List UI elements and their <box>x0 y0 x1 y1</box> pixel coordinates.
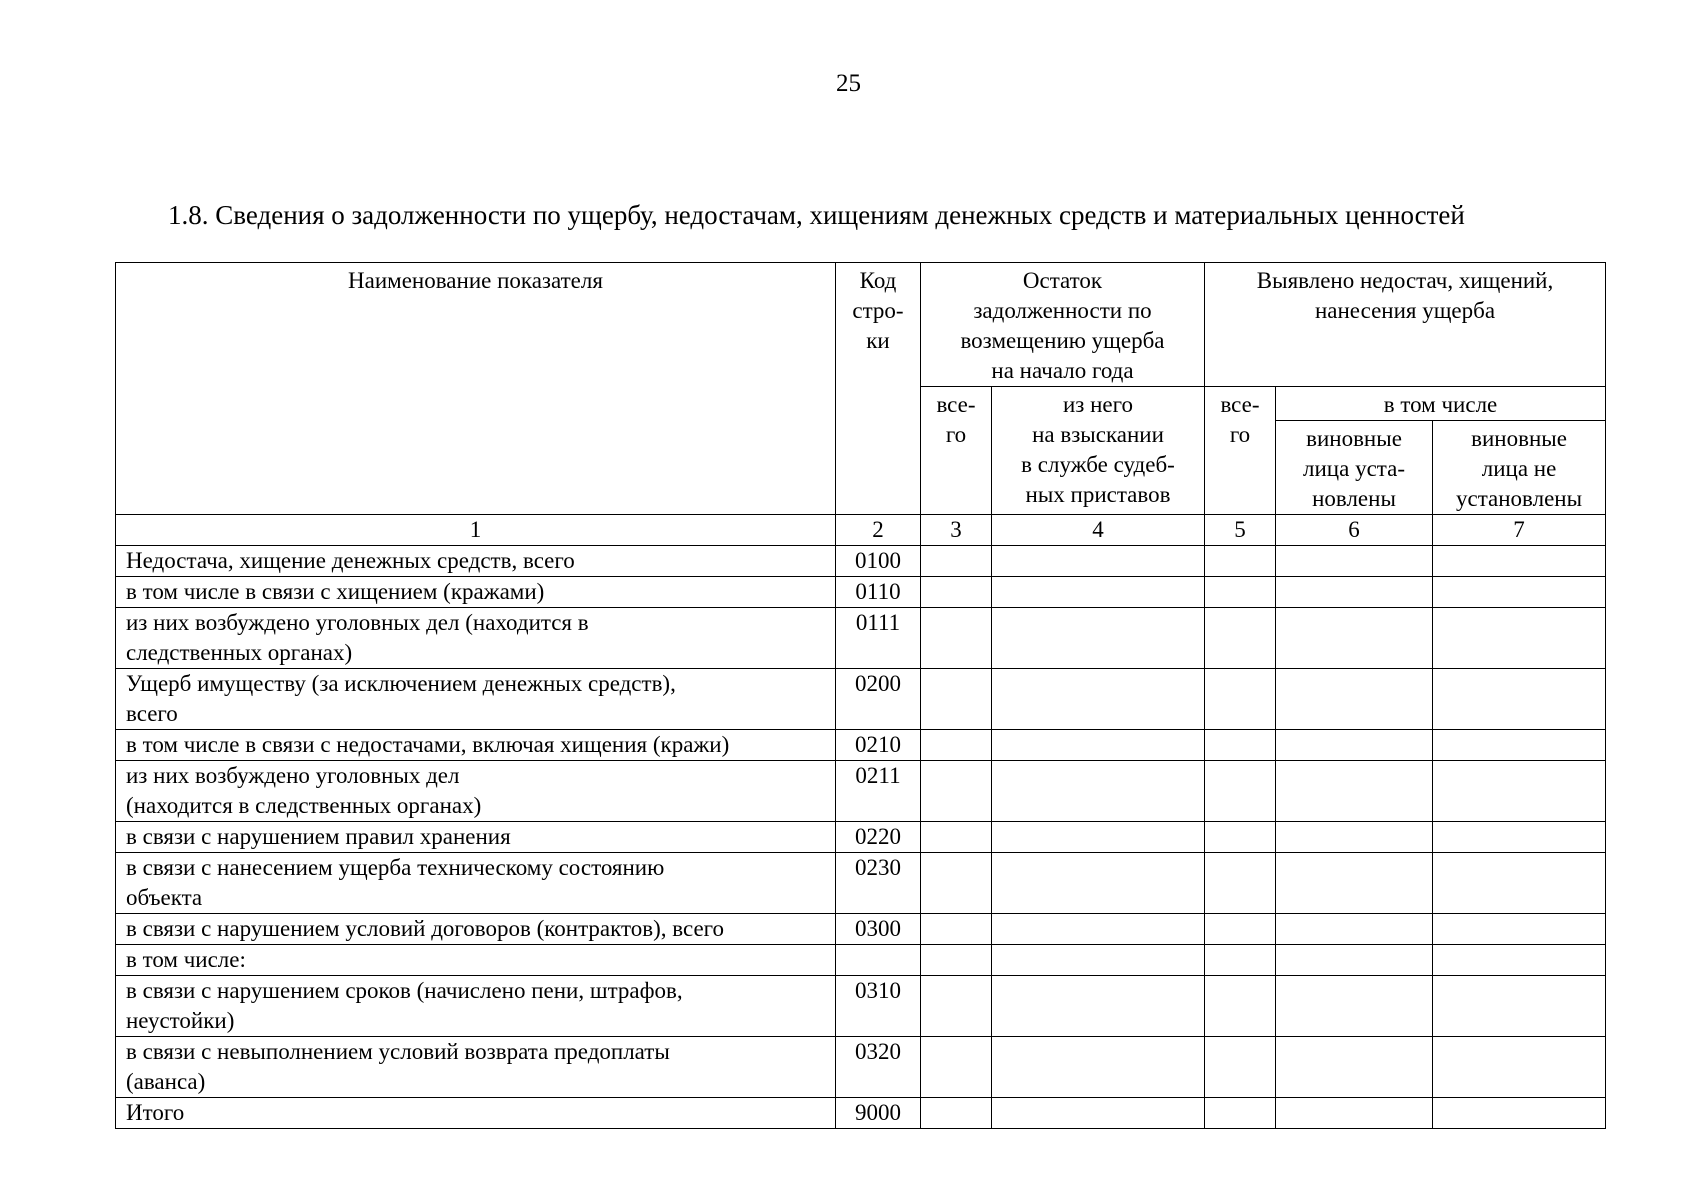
value-cell <box>1276 945 1433 976</box>
value-cell <box>1205 822 1276 853</box>
row-code <box>836 945 921 976</box>
value-cell <box>921 853 992 914</box>
column-number: 7 <box>1433 515 1606 546</box>
value-cell <box>1433 1037 1606 1098</box>
value-cell <box>992 914 1205 945</box>
value-cell <box>992 608 1205 669</box>
value-cell <box>1276 669 1433 730</box>
value-cell <box>1205 1037 1276 1098</box>
row-name <box>116 945 836 976</box>
header-balance: Остаток задолженности по возмещению ущерба на начало года <box>921 263 1205 387</box>
value-cell <box>992 730 1205 761</box>
debt-table <box>115 262 1606 1129</box>
value-cell <box>1433 976 1606 1037</box>
value-cell <box>1433 730 1606 761</box>
section-title: 1.8. Сведения о задолженности по ущербу, недостачам, хищениям денежных средств и материальных ценностей <box>168 200 1465 230</box>
header-including: в том числе <box>1276 387 1606 421</box>
value-cell <box>921 546 992 577</box>
header-name-text: Наименование показателя <box>348 268 603 293</box>
header-detected: Выявлено недостач, хищений, нанесения ущерба <box>1205 263 1606 387</box>
table-row <box>116 945 1606 976</box>
table-row <box>116 761 1606 822</box>
row-name <box>116 669 836 730</box>
value-cell <box>921 669 992 730</box>
value-cell <box>1205 976 1276 1037</box>
table-row <box>116 976 1606 1037</box>
value-cell <box>1205 608 1276 669</box>
header-total-a: все- го <box>921 387 992 515</box>
value-cell <box>992 669 1205 730</box>
row-name-line: Недостача, хищение денежных средств, всего <box>126 548 575 573</box>
row-name-line: в связи с нарушением сроков (начислено пени, штрафов, <box>126 978 683 1003</box>
value-cell <box>1205 730 1276 761</box>
value-cell <box>921 822 992 853</box>
row-name <box>116 608 836 669</box>
table-row <box>116 822 1606 853</box>
row-name-line: (аванса) <box>126 1069 206 1094</box>
table-row <box>116 1098 1606 1129</box>
row-name <box>116 761 836 822</box>
value-cell <box>921 1098 992 1129</box>
row-code: 0200 <box>836 669 921 730</box>
row-name-line: в том числе: <box>126 947 246 972</box>
table-row <box>116 914 1606 945</box>
column-number: 4 <box>992 515 1205 546</box>
header-established: виновные лица уста- новлены <box>1276 421 1433 515</box>
value-cell <box>1433 1098 1606 1129</box>
value-cell <box>992 1098 1205 1129</box>
column-number: 3 <box>921 515 992 546</box>
value-cell <box>1276 730 1433 761</box>
table-row <box>116 577 1606 608</box>
value-cell <box>921 577 992 608</box>
row-name-line: неустойки) <box>126 1008 235 1033</box>
value-cell <box>1205 577 1276 608</box>
page-number: 25 <box>836 70 861 97</box>
row-name <box>116 822 836 853</box>
table-row <box>116 669 1606 730</box>
value-cell <box>1276 761 1433 822</box>
column-number: 5 <box>1205 515 1276 546</box>
row-code: 0211 <box>836 761 921 822</box>
value-cell <box>1433 945 1606 976</box>
row-name <box>116 853 836 914</box>
row-name <box>116 546 836 577</box>
value-cell <box>921 1037 992 1098</box>
header-total-b: все- го <box>1205 387 1276 515</box>
table-row <box>116 608 1606 669</box>
value-cell <box>921 976 992 1037</box>
row-name-line: в связи с нарушением правил хранения <box>126 824 511 849</box>
row-code: 0111 <box>836 608 921 669</box>
row-name <box>116 914 836 945</box>
row-name-line: из них возбуждено уголовных дел <box>126 763 460 788</box>
value-cell <box>1205 1098 1276 1129</box>
value-cell <box>992 853 1205 914</box>
value-cell <box>1433 822 1606 853</box>
value-cell <box>1433 761 1606 822</box>
table-row <box>116 853 1606 914</box>
value-cell <box>1276 608 1433 669</box>
row-name-line: в связи с нарушением условий договоров (контрактов), всего <box>126 916 725 941</box>
value-cell <box>992 1037 1205 1098</box>
row-name-line: из них возбуждено уголовных дел (находится в <box>126 610 589 635</box>
row-name-line: Ущерб имуществу (за исключением денежных средств), <box>126 671 676 696</box>
value-cell <box>1433 608 1606 669</box>
value-cell <box>1205 853 1276 914</box>
value-cell <box>1433 914 1606 945</box>
value-cell <box>921 761 992 822</box>
value-cell <box>1433 853 1606 914</box>
header-not-established: виновные лица не установлены <box>1433 421 1606 515</box>
row-code: 0100 <box>836 546 921 577</box>
value-cell <box>921 945 992 976</box>
value-cell <box>1205 914 1276 945</box>
value-cell <box>1276 546 1433 577</box>
value-cell <box>992 577 1205 608</box>
row-code: 0320 <box>836 1037 921 1098</box>
value-cell <box>1276 976 1433 1037</box>
value-cell <box>992 976 1205 1037</box>
row-name <box>116 1037 836 1098</box>
column-number: 1 <box>116 515 836 546</box>
row-code: 0300 <box>836 914 921 945</box>
row-name-line: в том числе в связи с хищением (кражами) <box>126 579 545 604</box>
value-cell <box>921 914 992 945</box>
row-name-line: объекта <box>126 885 203 910</box>
row-code: 0220 <box>836 822 921 853</box>
value-cell <box>1276 1037 1433 1098</box>
table-header <box>116 263 1606 515</box>
value-cell <box>1205 669 1276 730</box>
value-cell <box>1205 546 1276 577</box>
row-code: 9000 <box>836 1098 921 1129</box>
value-cell <box>1276 914 1433 945</box>
value-cell <box>1433 669 1606 730</box>
table-row <box>116 546 1606 577</box>
row-code: 0230 <box>836 853 921 914</box>
table-row <box>116 1037 1606 1098</box>
row-name <box>116 730 836 761</box>
header-of-which: из него на взыскании в службе судеб- ных приставов <box>992 387 1205 515</box>
value-cell <box>1276 577 1433 608</box>
value-cell <box>1433 546 1606 577</box>
value-cell <box>992 546 1205 577</box>
value-cell <box>1205 945 1276 976</box>
row-code: 0310 <box>836 976 921 1037</box>
table-body <box>116 515 1606 1129</box>
value-cell <box>992 761 1205 822</box>
header-name <box>116 263 836 515</box>
row-code: 0210 <box>836 730 921 761</box>
value-cell <box>992 945 1205 976</box>
value-cell <box>921 730 992 761</box>
column-number: 6 <box>1276 515 1433 546</box>
row-name <box>116 976 836 1037</box>
row-name <box>116 577 836 608</box>
value-cell <box>992 822 1205 853</box>
table-row <box>116 730 1606 761</box>
value-cell <box>921 608 992 669</box>
row-name-line: в том числе в связи с недостачами, включая хищения (кражи) <box>126 732 730 757</box>
row-name-line: в связи с невыполнением условий возврата предоплаты <box>126 1039 670 1064</box>
row-name-line: (находится в следственных органах) <box>126 793 482 818</box>
row-name-line: в связи с нанесением ущерба техническому состоянию <box>126 855 665 880</box>
row-name-line: всего <box>126 701 178 726</box>
value-cell <box>1276 853 1433 914</box>
row-name-line: Итого <box>126 1100 185 1125</box>
header-code: Код стро- ки <box>836 263 921 515</box>
column-numbers-row <box>116 515 1606 546</box>
row-code: 0110 <box>836 577 921 608</box>
value-cell <box>1205 761 1276 822</box>
column-number: 2 <box>836 515 921 546</box>
row-name <box>116 1098 836 1129</box>
row-name-line: следственных органах) <box>126 640 353 665</box>
value-cell <box>1276 1098 1433 1129</box>
value-cell <box>1433 577 1606 608</box>
value-cell <box>1276 822 1433 853</box>
